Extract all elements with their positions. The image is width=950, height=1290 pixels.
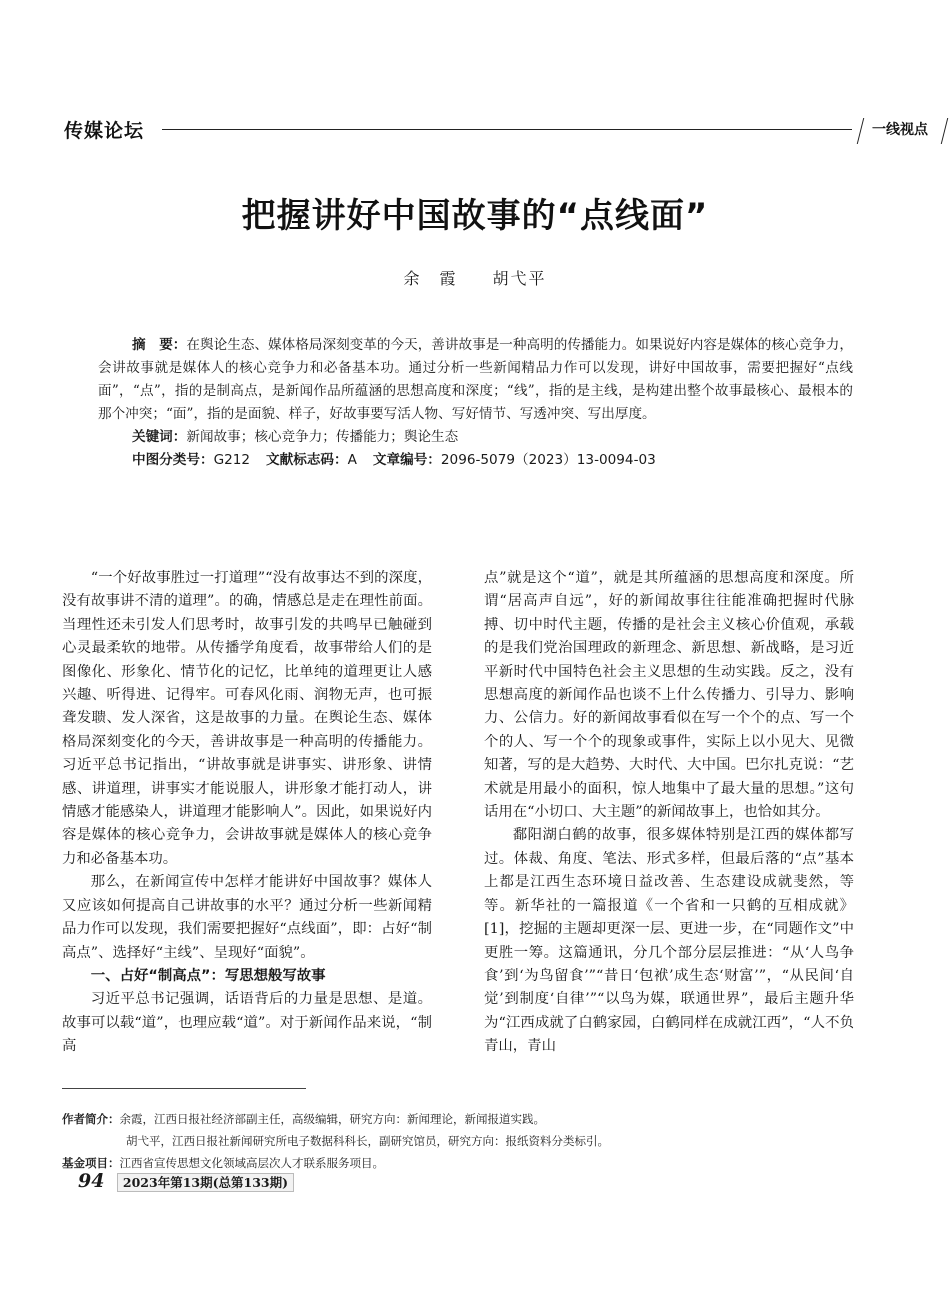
header-slash-left: [857, 118, 864, 144]
author-2: 胡弋平: [492, 269, 547, 288]
abstract-text: 在舆论生态、媒体格局深刻变革的今天，善讲故事是一种高明的传播能力。如果说好内容是媒体的核心竞争力，会讲故事就是媒体人的核心竞争力和必备基本功。通过分析一些新闻精品力作可以发现，讲好中国故事，需要把握好“点线面”，“点”，指的是制高点，是新闻作品所蕴涵的思想高度和深度；“线”，指的是主线，是构建出整个故事最核心、最根本的那个冲突；“面”，指的是面貌、样子，好故事要写活人物、写好情节、写透冲突、写出厚度。: [98, 337, 854, 422]
issue-info: 2023年第13期(总第133期): [117, 1173, 294, 1192]
body-column-left: [62, 567, 432, 1059]
author-line: [0, 266, 950, 289]
keywords-label: 关键词：: [132, 429, 187, 445]
footnotes: [62, 1108, 892, 1174]
keywords-line: [132, 426, 853, 449]
paragraph: 点”就是这个“道”，就是其所蕴涵的思想高度和深度。所谓“居高声自远”，好的新闻故事往往能准确把握时代脉搏、切中时代主题，传播的是社会主义核心价值观，承载的是我们党治国理政的新理念、新思想、新战略，是习近平新时代中国特色社会主义思想的生动实践。反之，没有思想高度的新闻作品也谈不上什么传播力、引导力、影响力、公信力。好的新闻故事看似在写一个个的点、写一个个的人、写一个个的现象或事件，实际上以小见大、见微知著，写的是大趋势、大时代、大中国。巴尔扎克说：“艺术就是用最小的面积，惊人地集中了最大量的思想。”这句话用在“小切口、大主题”的新闻故事上，也恰如其分。: [484, 570, 854, 821]
doc-code: A: [347, 452, 357, 468]
paragraph: 习近平总书记强调，话语背后的力量是思想、是道。故事可以载“道”，也理应载“道”。对于新闻作品来说，“制高: [62, 991, 432, 1055]
header-rule: [162, 129, 852, 130]
clc-label: 中图分类号：: [132, 452, 214, 468]
footnote-rule: [62, 1088, 306, 1089]
abstract-label: 摘 要：: [132, 337, 187, 353]
clc-code: G212: [213, 452, 251, 468]
author-note-label: 作者简介：: [62, 1112, 120, 1126]
paragraph: “一个好故事胜过一打道理”“没有故事达不到的深度，没有故事讲不清的道理”。的确，情感总是走在理性前面。当理性还未引发人们思考时，故事引发的共鸣早已触碰到心灵最柔软的地带。从传播学角度看，故事带给人们的是图像化、形象化、情节化的记忆，比单纯的道理更让人感兴趣、听得进、记得牢。可春风化雨、润物无声，也可振聋发聩、发人深省，这是故事的力量。在舆论生态、媒体格局深刻变化的今天，善讲故事是一种高明的传播能力。习近平总书记指出，“讲故事就是讲事实、讲形象、讲情感、讲道理，讲事实才能说服人，讲形象才能打动人，讲情感才能感染人，讲道理才能影响人”。因此，如果说好内容是媒体的核心竞争力，会讲故事就是媒体人的核心竞争力和必备基本功。: [62, 570, 432, 867]
page-number: 94: [78, 1170, 105, 1192]
abstract: [98, 334, 853, 426]
classification-line: [132, 449, 853, 472]
paragraph: 那么，在新闻宣传中怎样才能讲好中国故事？媒体人又应该如何提高自己讲故事的水平？通过分析一些新闻精品力作可以发现，我们需要把握好“点线面”，即：占好“制高点”、选择好“主线”、呈现好“面貌”。: [62, 874, 432, 961]
author-note-1: 作者简介：余霞，江西日报社经济部副主任，高级编辑，研究方向：新闻理论，新闻报道实践。: [62, 1112, 545, 1126]
body-column-right: [484, 567, 854, 1059]
fund-note: 基金项目：江西省宣传思想文化领域高层次人才联系服务项目。: [62, 1156, 384, 1170]
running-header: [64, 112, 928, 146]
paragraph: 鄱阳湖白鹤的故事，很多媒体特别是江西的媒体都写过。体裁、角度、笔法、形式多样，但最后落的“点”基本上都是江西生态环境日益改善、生态建设成就斐然，等等。新华社的一篇报道《一个省和一只鹤的互相成就》[1]，挖掘的主题却更深一层、更进一步，在“同题作文”中更胜一筹。这篇通讯，分几个部分层层推进：“从‘人鸟争食’到‘为鸟留食’”“昔日‘包袱’成生态‘财富’”，“从民间‘自觉’到制度‘自律’”“以鸟为媒，联通世界”，最后主题升华为“江西成就了白鹤家园，白鹤同样在成就江西”，“人不负青山，青山: [484, 827, 854, 1055]
fund-label: 基金项目：: [62, 1156, 120, 1170]
article-no: 2096-5079（2023）13-0094-03: [440, 452, 656, 468]
column-name: 传媒论坛: [64, 120, 145, 142]
author-1: 余 霞: [403, 269, 458, 288]
section-tag: 一线视点: [872, 122, 928, 138]
page-footer: [78, 1170, 294, 1192]
article-no-label: 文章编号：: [372, 452, 441, 468]
keywords: 新闻故事；核心竞争力；传播能力；舆论生态: [186, 429, 459, 445]
header-slash-right: [941, 118, 948, 144]
article-title: 把握讲好中国故事的“点线面”: [241, 196, 709, 236]
author-note-2: 胡弋平，江西日报社新闻研究所电子数据科科长，副研究馆员，研究方向：报纸资料分类标引。: [126, 1134, 609, 1148]
section-heading: 一、占好“制高点”：写思想般写故事: [90, 967, 326, 984]
abstract-block: [98, 334, 853, 472]
doc-code-label: 文献标志码：: [266, 452, 348, 468]
